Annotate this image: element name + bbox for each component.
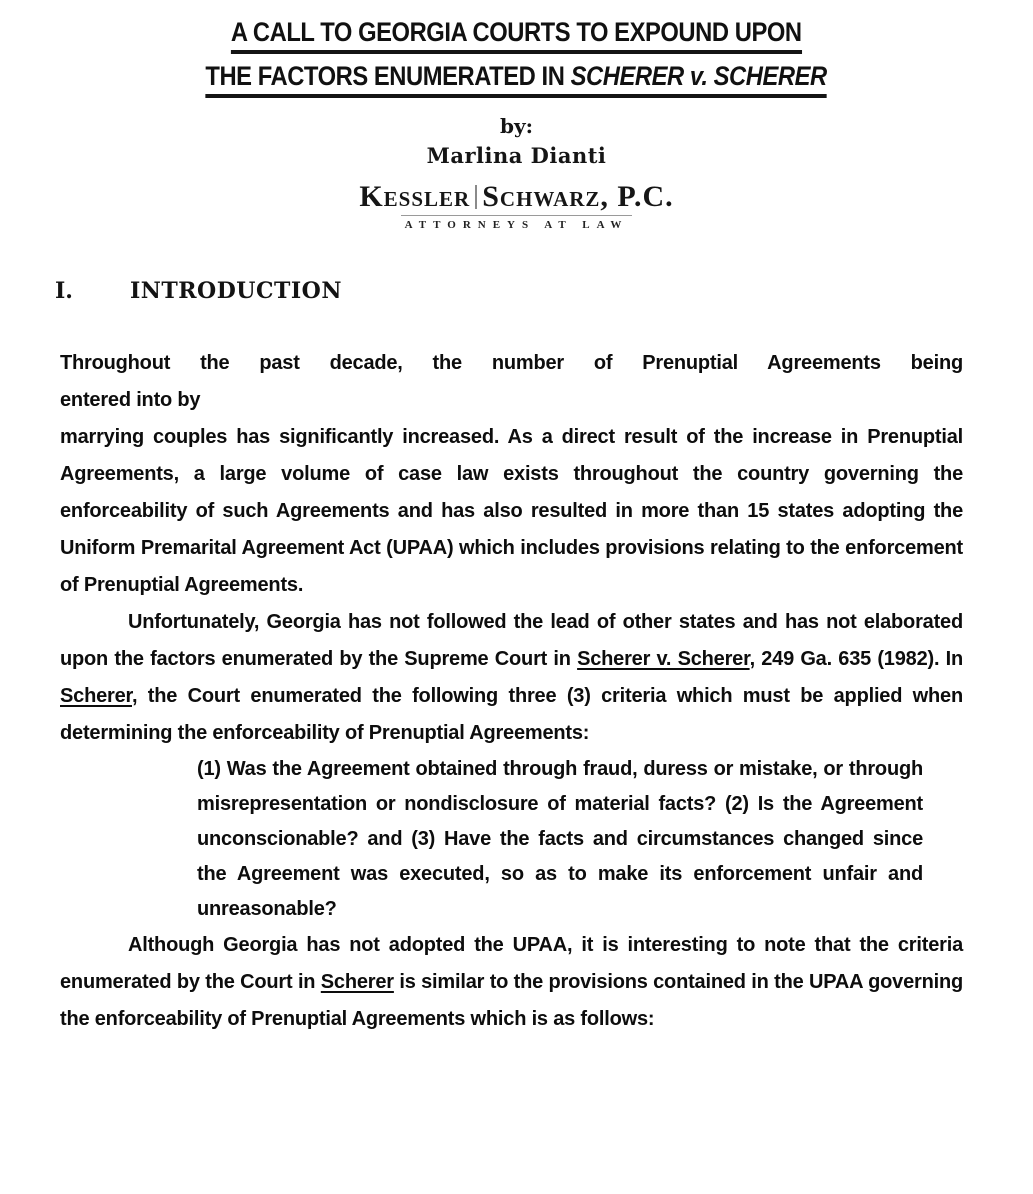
- case-citation-scherer-v-scherer: Scherer v. Scherer: [577, 648, 750, 671]
- firm-logo-tagline: ATTORNEYS AT LAW: [401, 215, 633, 231]
- paragraph-2-text: , 249 Ga. 635 (1982). In: [749, 648, 963, 671]
- title-line-2: [206, 61, 827, 98]
- paragraph-3-text: is similar to the provisions contained in the UPAA governing the enforceability of Prenuptial Agreements which is as follows:: [60, 971, 963, 1031]
- title-row-1: [0, 17, 1033, 54]
- paragraph-1-continued: marrying couples has significantly increased. As a direct result of the increase in Prenuptial Agreements, a large volume of case law exists throughout the country governing the enforceability of such Agreements and has also resulted in more than 15 states adopting the Uniform Premarital Agreement Act (UPAA) which includes provisions relating to the enforcement of Prenuptial Agreements.: [60, 426, 963, 597]
- section-title: INTRODUCTION: [130, 278, 342, 305]
- document-body: [60, 345, 963, 1038]
- by-label: by:: [500, 114, 533, 139]
- logo-divider-icon: [475, 185, 477, 209]
- firm-logo: [0, 180, 1033, 233]
- paragraph-2: [60, 604, 963, 752]
- document-title: [0, 0, 1033, 98]
- firm-logo-name-right: Schwarz, P.C.: [482, 180, 674, 214]
- section-number: I.: [55, 278, 73, 305]
- paragraph-1-line-1: Throughout the past decade, the number of Prenuptial Agreements being: [60, 352, 963, 375]
- paragraph-1-intro: [60, 345, 963, 419]
- author-name: Marlina Dianti: [426, 143, 607, 169]
- title-line-2-text: THE FACTORS ENUMERATED IN: [205, 61, 572, 92]
- title-line-1: A CALL TO GEORGIA COURTS TO EXPOUND UPON: [231, 17, 802, 54]
- title-row-2: [0, 61, 1033, 98]
- paragraph-1-line-2: entered into by: [60, 389, 201, 412]
- paragraph-3-text: Although Georgia has not adopted the UPAA, it is interesting to note that the criteria enumerated by the Court in: [60, 934, 963, 994]
- paragraph-2-text: Unfortunately, Georgia has not followed the lead of other states and has not elaborated upon the factors enumerated by the Supreme Court in: [60, 611, 963, 671]
- byline: [0, 112, 1033, 171]
- paragraph-2-text: , the Court enumerated the following three (3) criteria which must be applied when determining the enforceability of Prenuptial Agreements:: [60, 685, 963, 745]
- case-citation-scherer: Scherer: [320, 971, 394, 994]
- firm-logo-name: [0, 180, 1033, 214]
- title-case-name: SCHERER v. SCHERER: [571, 61, 828, 92]
- block-quote-criteria: (1) Was the Agreement obtained through fraud, duress or mistake, or through misrepresentation or nondisclosure of material facts? (2) Is the Agreement unconscionable? and (3) Have the facts and circumstances changed since the Agreement was executed, so as to make its enforcement unfair and unreasonable?: [197, 758, 923, 921]
- firm-logo-name-left: Kessler: [359, 180, 471, 214]
- paragraph-3: [60, 927, 963, 1038]
- section-heading: [0, 277, 1033, 305]
- case-citation-scherer: Scherer: [60, 685, 132, 708]
